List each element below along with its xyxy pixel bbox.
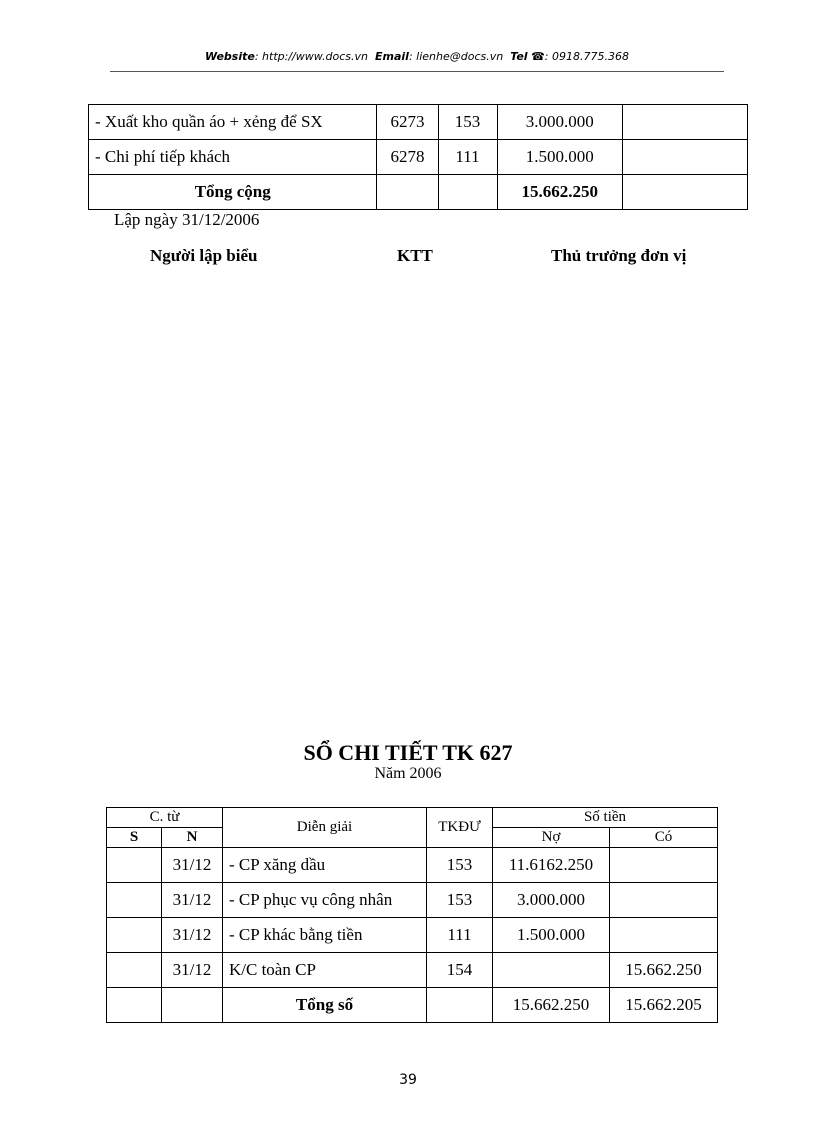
cell-n: 31/12 [162,953,223,988]
cell-debit: 3.000.000 [493,883,610,918]
cell-account: 111 [427,918,493,953]
total-empty-cell [162,988,223,1023]
cell-n: 31/12 [162,883,223,918]
row-amount: 3.000.000 [497,105,622,140]
row-account: 6273 [377,105,438,140]
page-number: 39 [399,1072,417,1088]
table-row [107,953,718,988]
cell-debit: 1.500.000 [493,918,610,953]
page-header [110,50,724,63]
header-voucher: C. từ [107,808,223,828]
email-address: : lienhe@docs.vn [408,50,504,63]
ledger-subtitle: Năm 2006 [374,765,442,782]
table-row [107,883,718,918]
cell-description: - CP khác bằng tiền [223,918,427,953]
website-label: Website [205,50,255,63]
header-divider [110,71,724,72]
header-debit: Nợ [493,828,610,848]
cell-s [107,883,162,918]
ledger-title: SỔ CHI TIẾT TK 627 [303,740,513,765]
header-credit: Có [610,828,718,848]
total-empty-cell [622,175,747,210]
total-empty-cell [438,175,497,210]
cell-description: - CP phục vụ công nhân [223,883,427,918]
cell-description: - CP xăng dầu [223,848,427,883]
cell-debit [493,953,610,988]
header-description: Diễn giải [223,808,427,848]
tel-label: Tel [510,50,528,63]
total-label: Tổng số [223,988,427,1023]
header-account: TKĐƯ [427,808,493,848]
total-row [107,988,718,1023]
row-contra-account: 153 [438,105,497,140]
cell-n: 31/12 [162,848,223,883]
header-row [107,808,718,828]
header-amount: Số tiền [493,808,718,828]
cell-description: K/C toàn CP [223,953,427,988]
row-extra [622,140,747,175]
cell-account: 154 [427,953,493,988]
cell-debit: 11.6162.250 [493,848,610,883]
total-empty-cell [107,988,162,1023]
phone-icon: ☎ [531,50,545,63]
row-contra-account: 111 [438,140,497,175]
row-extra [622,105,747,140]
cell-credit [610,883,718,918]
signature-head: Thủ trưởng đơn vị [551,246,687,265]
total-amount: 15.662.250 [497,175,622,210]
cell-s [107,918,162,953]
cell-credit [610,848,718,883]
table-row [107,918,718,953]
email-label: Email [375,50,409,63]
row-account: 6278 [377,140,438,175]
row-description: - Chi phí tiếp khách [89,140,377,175]
row-description: - Xuất kho quần áo + xẻng để SX [89,105,377,140]
cell-n: 31/12 [162,918,223,953]
expense-table [88,104,748,210]
date-line: Lập ngày 31/12/2006 [114,210,260,229]
header-s: S [107,828,162,848]
total-label: Tổng cộng [89,175,377,210]
total-empty-cell [427,988,493,1023]
cell-s [107,953,162,988]
table-row [89,105,748,140]
cell-credit [610,918,718,953]
table-row [89,140,748,175]
total-row [89,175,748,210]
total-empty-cell [377,175,438,210]
cell-credit: 15.662.250 [610,953,718,988]
row-amount: 1.500.000 [497,140,622,175]
signature-accountant: KTT [397,246,433,265]
cell-s [107,848,162,883]
tel-number: : 0918.775.368 [544,50,629,63]
cell-account: 153 [427,883,493,918]
ledger-table [106,807,718,1023]
signature-preparer: Người lập biểu [150,246,258,265]
total-credit: 15.662.205 [610,988,718,1023]
header-n: N [162,828,223,848]
cell-account: 153 [427,848,493,883]
total-debit: 15.662.250 [493,988,610,1023]
website-url: : http://www.docs.vn [254,50,369,63]
table-row [107,848,718,883]
